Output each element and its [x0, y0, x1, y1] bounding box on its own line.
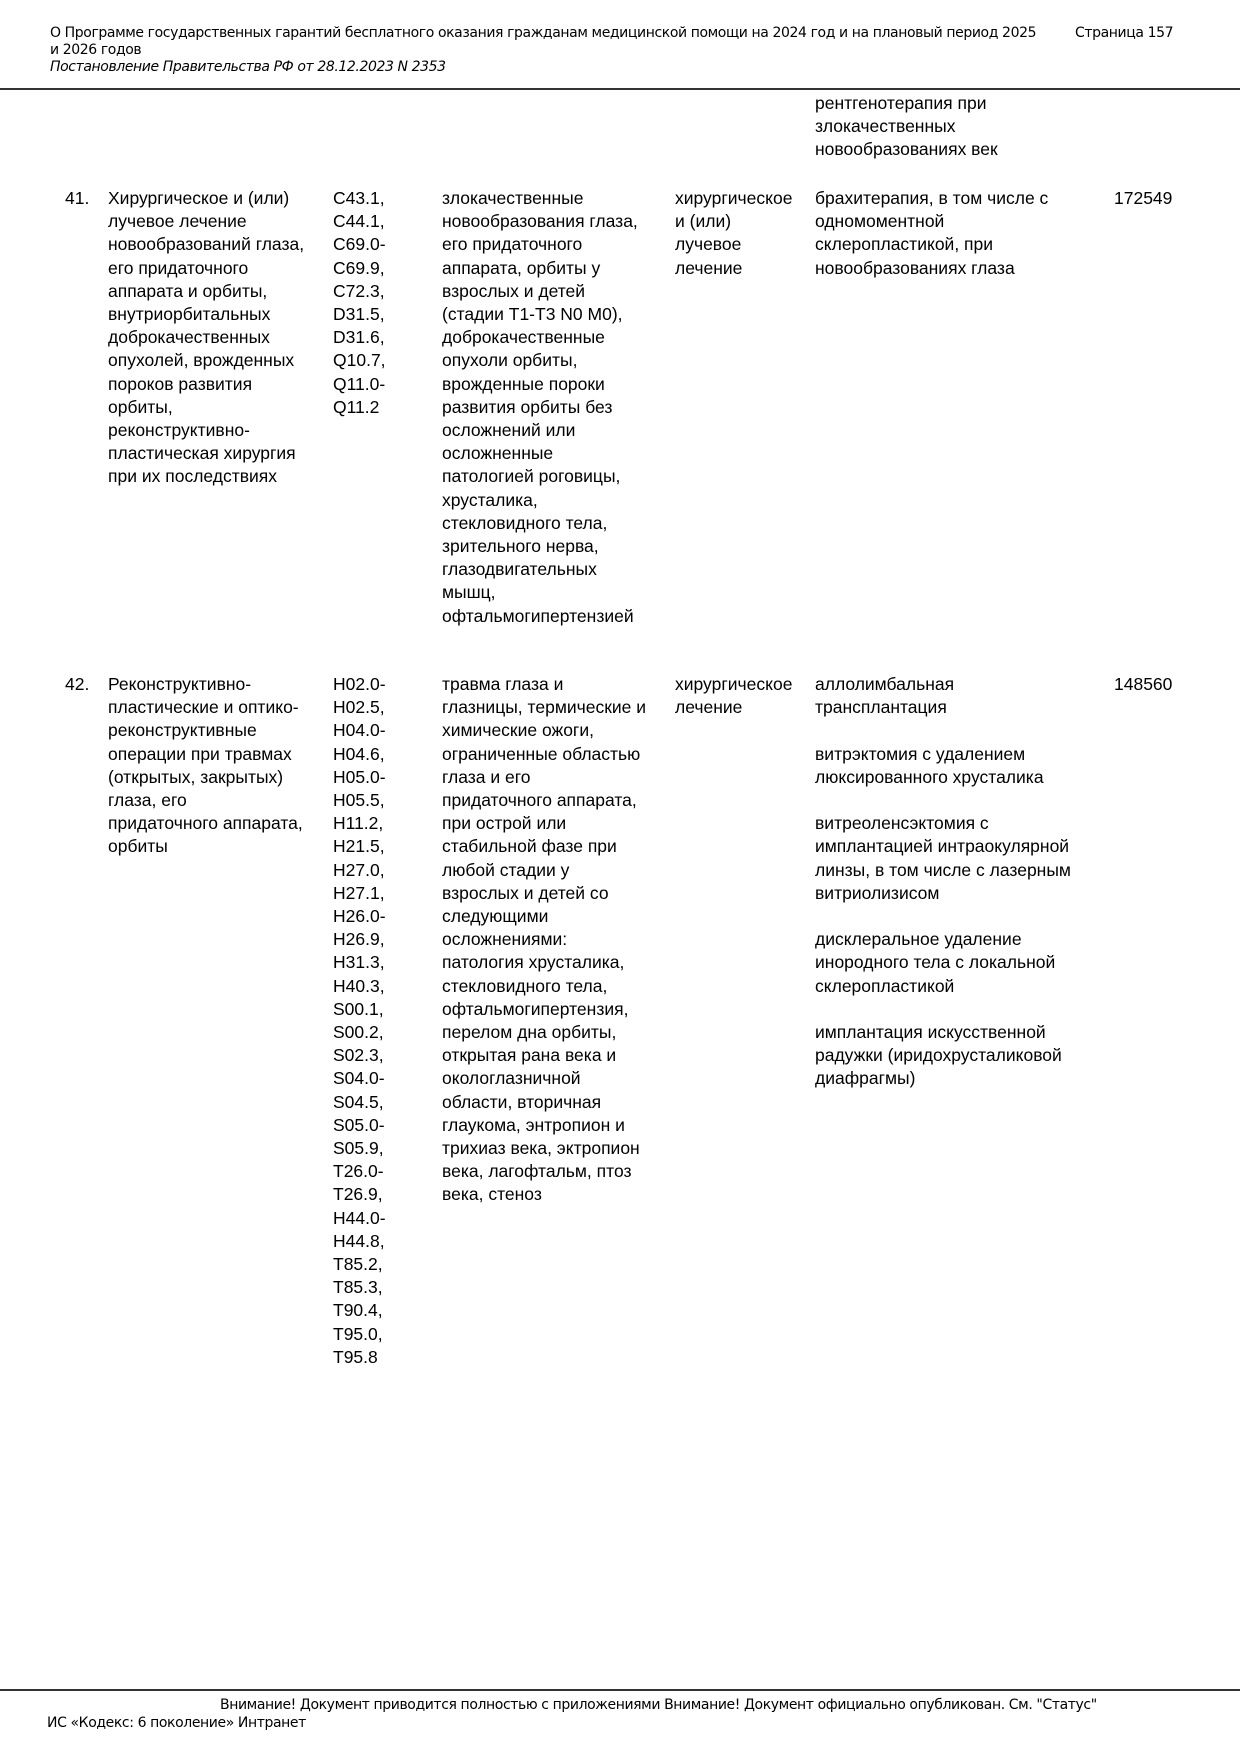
footer-notice: Внимание! Документ приводится полностью с приложениями Внимание! Документ официально опубликован. См. "Статус"	[220, 1697, 1097, 1713]
row-treatment: хирургическое и (или) лучевое лечение	[675, 188, 793, 278]
continuation-method: рентгенотерапия при злокачественных новообразованиях век	[815, 93, 998, 160]
row-method: аллолимбальная трансплантация витрэктомия с удалением люксированного хрусталика витреоленсэктомия с имплантацией интраокулярной линзы, в том числе с лазерным витриолизисом дисклеральное удаление инородного тела с локальной склеропластикой имплантация искусственной радужки (иридохрусталиковой диафрагмы)	[815, 674, 1071, 1089]
row-model: злокачественные новообразования глаза, его придаточного аппарата, орбиты у взрослых и детей (стадии T1-T3 N0 M0), доброкачественные опухоли орбиты, врожденные пороки развития орбиты без осложнений или осложненные патологией роговицы, хрусталика, стекловидного тела, зрительного нерва, глазодвигательных мышц, офтальмогипертензией	[442, 188, 638, 626]
row-treatment: хирургическое лечение	[675, 674, 793, 718]
row-cost: 148560	[1114, 674, 1173, 694]
row-method: брахитерапия, в том числе с одномоментной склеропластикой, при новообразованиях глаза	[815, 188, 1049, 278]
row-number: 42.	[65, 674, 90, 694]
row-codes: C43.1, C44.1, C69.0- C69.9, C72.3, D31.5, D31.6, Q10.7, Q11.0- Q11.2	[333, 188, 386, 417]
footer-system: ИС «Кодекс: 6 поколение» Интранет	[47, 1715, 306, 1731]
row-name: Хирургическое и (или) лучевое лечение новообразований глаза, его придаточного аппарата и орбиты, внутриорбитальных доброкачественных опухолей, врожденных пороков развития орбиты, реконструктивно- пластическая хирургия при их последствиях	[108, 188, 305, 487]
row-codes: H02.0- H02.5, H04.0- H04.6, H05.0- H05.5, H11.2, H21.5, H27.0, H27.1, H26.0- H26.9, H31.3, H40.3, S00.1, S00.2, S02.3, S04.0- S04.5, S05.0- S05.9, T26.0- T26.9, H44.0- H44.8, T85.2, T85.3, T90.4, T95.0, T95.8	[333, 674, 386, 1367]
page-number: Страница 157	[1075, 25, 1174, 41]
row-number: 41.	[65, 188, 90, 208]
row-model: травма глаза и глазницы, термические и химические ожоги, ограниченные областью глаза и его придаточного аппарата, при острой или стабильной фазе при любой стадии у взрослых и детей со следующими осложнениями: патология хрусталика, стекловидного тела, офтальмогипертензия, перелом дна орбиты, открытая рана века и окологлазничной области, вторичная глаукома, энтропион и трихиаз века, эктропион века, лагофтальм, птоз века, стеноз	[442, 674, 647, 1205]
row-cost: 172549	[1114, 188, 1173, 208]
document-subtitle: Постановление Правительства РФ от 28.12.2023 N 2353	[50, 59, 446, 75]
row-name: Реконструктивно- пластические и оптико- реконструктивные операции при травмах (открытых, закрытых) глаза, его придаточного аппарата, орбиты	[108, 674, 303, 857]
document-title: О Программе государственных гарантий бесплатного оказания гражданам медицинской помощи на 2024 год и на плановый период 2025 и 2026 годов	[50, 25, 1037, 58]
header-divider	[0, 88, 1240, 90]
footer-divider	[0, 1689, 1240, 1691]
